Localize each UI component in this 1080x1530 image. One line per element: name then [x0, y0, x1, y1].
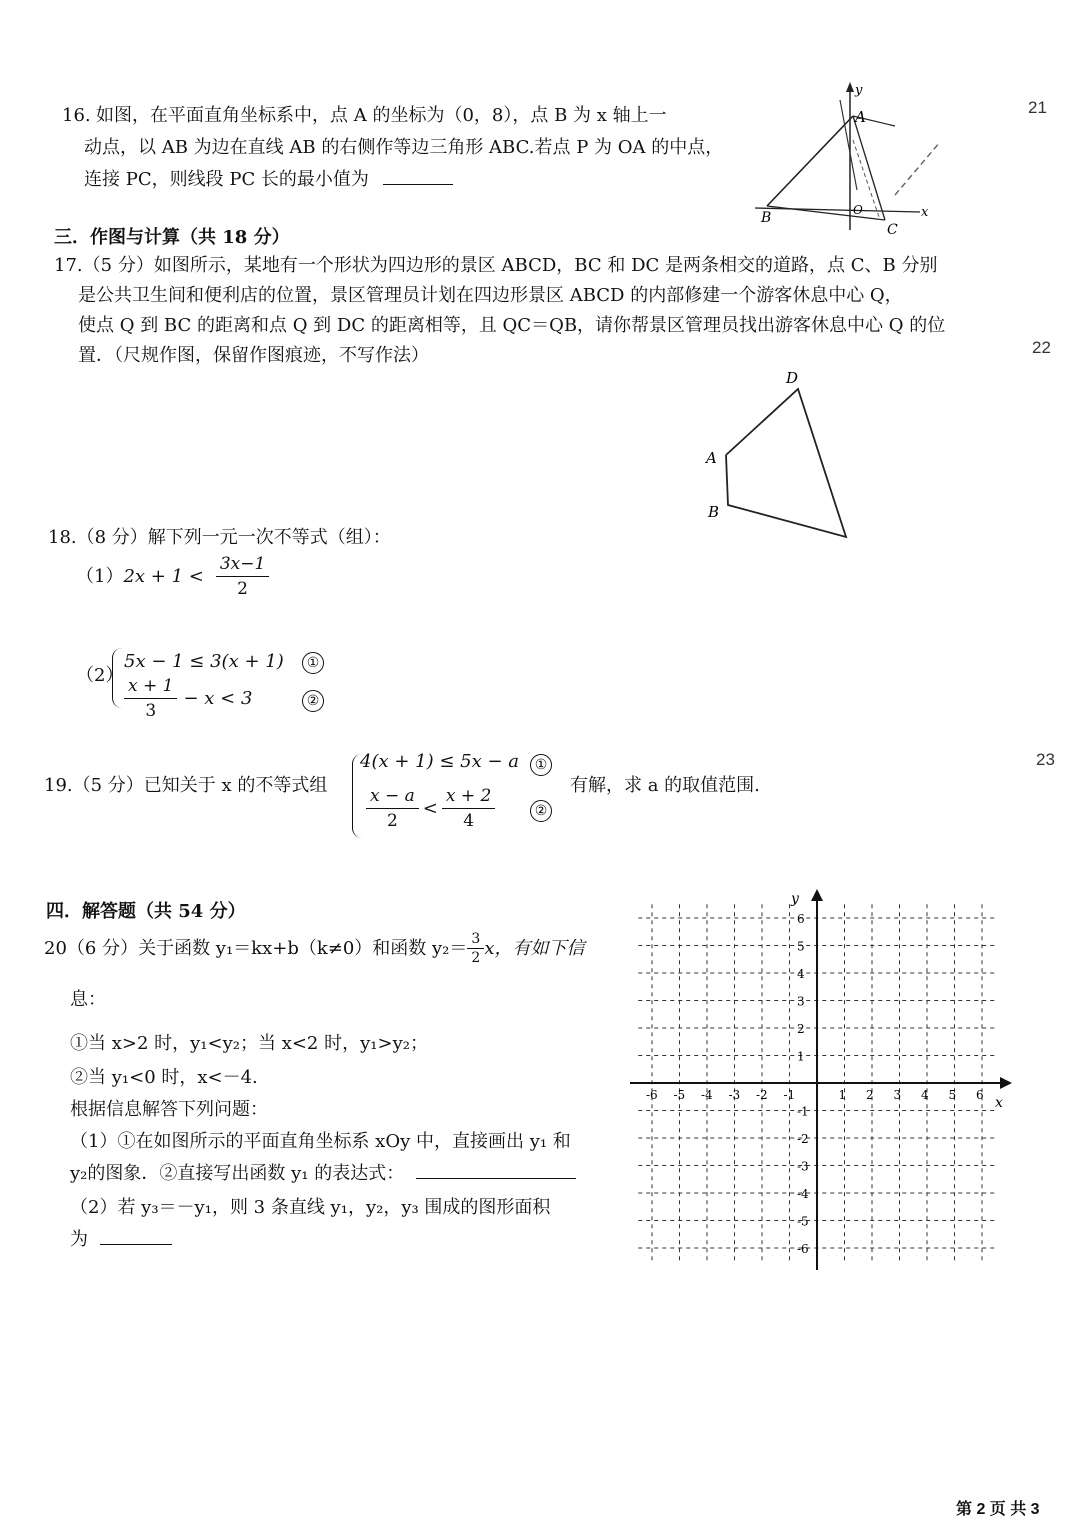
q16-sketch-dash [895, 142, 940, 195]
q19-mark1-circle: ① [530, 754, 552, 776]
grid-x-tick: 4 [921, 1088, 929, 1102]
grid-x-tick: 3 [893, 1088, 902, 1102]
q20-fraction [467, 930, 484, 967]
q16-label-a: A [855, 108, 866, 126]
q18-p1-denominator: 2 [237, 579, 248, 599]
q20-line1 [44, 930, 584, 967]
q20-fraction-num: 3 [467, 930, 484, 949]
q20-line2: 息： [70, 989, 106, 1010]
grid-x-label: x [995, 1095, 1003, 1111]
q17-label-d: D [786, 369, 799, 387]
q18-p2-mark1 [302, 652, 324, 674]
q19-eq2 [366, 784, 495, 833]
grid-y-tick: 5 [797, 939, 805, 954]
grid-y-tick: -5 [797, 1214, 809, 1229]
q18-p1-fraction [216, 552, 269, 601]
q16-segment-bc [767, 206, 885, 220]
q20-p1-answer-blank[interactable] [416, 1158, 576, 1179]
grid-y-tick: -2 [797, 1132, 809, 1146]
q19-mark1 [530, 754, 552, 776]
q20-p1a: （1）①在如图所示的平面直角坐标系 xOy 中，直接画出 y₁ 和 [70, 1131, 571, 1152]
q20-coordinate-grid[interactable] [625, 885, 1020, 1275]
q20-p1b: y₂的图象．②直接写出函数 y₁ 的表达式： [70, 1163, 405, 1184]
q18-p2-label: （2） [76, 665, 124, 686]
q20-ask: 根据信息解答下列问题： [70, 1099, 268, 1120]
q18-p1-label: （1） [76, 565, 124, 587]
grid-y-tick: 4 [797, 967, 805, 981]
q18-header: 18.（8 分）解下列一元一次不等式（组）： [48, 527, 391, 548]
grid-x-tick: -5 [673, 1088, 686, 1102]
grid-y-tick: -1 [797, 1104, 809, 1119]
grid-y-tick: 6 [797, 912, 805, 926]
grid-x-tick: -3 [728, 1088, 741, 1102]
grid-y-label: y [791, 891, 799, 907]
grid-x-tick: 5 [948, 1088, 957, 1102]
q20-p2b: 为 [70, 1229, 88, 1250]
q16-label-x: x [921, 205, 929, 220]
grid-y-tick: 2 [797, 1022, 805, 1036]
grid-x-arrow [1000, 1077, 1012, 1089]
margin-number-23: 23 [1036, 750, 1055, 769]
margin-number-22: 22 [1032, 338, 1051, 357]
q18-p1-lhs: 2x + 1 < [123, 565, 204, 587]
grid-x-tick: -4 [701, 1088, 713, 1102]
q16-answer-blank[interactable] [383, 164, 453, 185]
q19-prefix: 19.（5 分）已知关于 x 的不等式组 [44, 775, 328, 796]
q17-line4: 置．（尺规作图，保留作图痕迹，不写作法） [78, 345, 429, 366]
grid-x-tick: -6 [646, 1088, 658, 1102]
q17-label-b: B [708, 503, 720, 521]
q20-line1a: 20（6 分）关于函数 y₁＝kx+b（k≠0）和函数 y₂＝ [44, 937, 468, 959]
grid-x-tick: 1 [838, 1088, 847, 1102]
q16-line1: 如图，在平面直角坐标系中，点 A 的坐标为（0，8），点 B 为 x 轴上一 [96, 105, 667, 126]
q20-line1b: x，有如下信 [484, 937, 585, 959]
q19-suffix: 有解，求 a 的取值范围. [570, 775, 760, 796]
q20-p2a: （2）若 y₃＝－y₁，则 3 条直线 y₁，y₂，y₃ 围成的图形面积 [70, 1197, 551, 1218]
q19-eq2-den-right: 4 [463, 811, 475, 831]
q16-segment-ab [767, 116, 853, 206]
q16-x-axis [755, 208, 920, 212]
q18-p2-fraction [124, 674, 177, 723]
q16-y-arrow [846, 82, 854, 92]
q18-p2-mark2-circle: ② [302, 690, 324, 712]
q19-mark2-circle: ② [530, 800, 552, 822]
grid-y-arrow [811, 889, 823, 901]
grid-y-tick: -6 [797, 1242, 809, 1256]
q18-p2-eq1: 5x − 1 ≤ 3(x + 1) [124, 651, 284, 672]
q18-p2-mark2 [302, 690, 324, 712]
q16-figure [745, 80, 955, 240]
q19-eq2-den-left: 2 [386, 811, 398, 831]
q16-number: 16. [62, 105, 91, 126]
q18-part1 [76, 552, 269, 601]
q17-quadrilateral [726, 389, 846, 537]
q19-eq1: 4(x + 1) ≤ 5x − a [360, 751, 520, 772]
q16-line3 [84, 164, 453, 196]
q19-eq2-fraction-right [442, 784, 495, 833]
margin-number-21: 21 [1028, 98, 1047, 117]
section3-title: 三．作图与计算（共 18 分） [54, 227, 290, 248]
grid-y-tick: 3 [797, 994, 805, 1009]
q18-p2-eq2-rest: − x < 3 [183, 687, 253, 709]
q20-p2b-row [70, 1224, 172, 1256]
grid-x-tick: -1 [783, 1088, 796, 1102]
grid-y-tick: -3 [797, 1159, 809, 1174]
page-footer: 第 2 页 共 3 [956, 1501, 1040, 1518]
q18-p2-numerator: x + 1 [124, 674, 177, 699]
grid-y-tick: 1 [797, 1049, 805, 1064]
grid-x-tick: -2 [756, 1088, 768, 1102]
q17-figure [700, 365, 860, 545]
q18-p2-eq2 [124, 674, 252, 723]
q19-eq2-num-right: x + 2 [442, 784, 495, 809]
grid-x-tick: 2 [866, 1088, 874, 1102]
q20-p1b-row [70, 1158, 576, 1190]
q16-label-y: y [855, 83, 863, 98]
q16-label-o: O [853, 203, 863, 217]
q17-line1 [54, 250, 937, 282]
q16-label-b: B [761, 210, 772, 226]
q16-label-c: C [887, 222, 898, 238]
q17-line1-text: （5 分）如图所示，某地有一个形状为四边形的景区 ABCD，BC 和 DC 是两条相交的道路，点 C、B 分别 [82, 255, 938, 276]
q20-info2: ②当 y₁<0 时，x<－4. [70, 1067, 258, 1088]
q16-line2: 动点，以 AB 为边在直线 AB 的右侧作等边三角形 ABC.若点 P 为 OA 的中点， [84, 137, 724, 158]
q17-line2: 是公共卫生间和便利店的位置，景区管理员计划在四边形景区 ABCD 的内部修建一个游客休息中心 Q， [78, 285, 903, 306]
q20-p2-answer-blank[interactable] [100, 1224, 172, 1245]
grid-y-tick: -4 [797, 1187, 809, 1201]
section4-title: 四．解答题（共 54 分） [46, 901, 246, 922]
q18-p2-denominator: 3 [145, 701, 157, 721]
grid-x-tick: 6 [976, 1088, 984, 1102]
q19-eq2-num-left: x − a [366, 784, 419, 809]
q16-line3-text: 连接 PC，则线段 PC 长的最小值为 [84, 169, 369, 190]
q20-info1: ①当 x>2 时，y₁<y₂；当 x<2 时，y₁>y₂； [70, 1033, 428, 1054]
q17-number: 17. [54, 255, 83, 276]
q18-p2-mark1-circle: ① [302, 652, 324, 674]
q17-line3: 使点 Q 到 BC 的距离和点 Q 到 DC 的距离相等，且 QC＝QB，请你帮景区管理员找出游客休息中心 Q 的位 [78, 315, 946, 336]
q17-label-a: A [706, 449, 717, 467]
q19-eq2-fraction-left [366, 784, 419, 833]
q20-fraction-den: 2 [471, 950, 481, 966]
q19-mark2 [530, 800, 552, 822]
q19-eq2-op: < [422, 797, 438, 819]
q18-p1-numerator: 3x−1 [216, 552, 269, 577]
